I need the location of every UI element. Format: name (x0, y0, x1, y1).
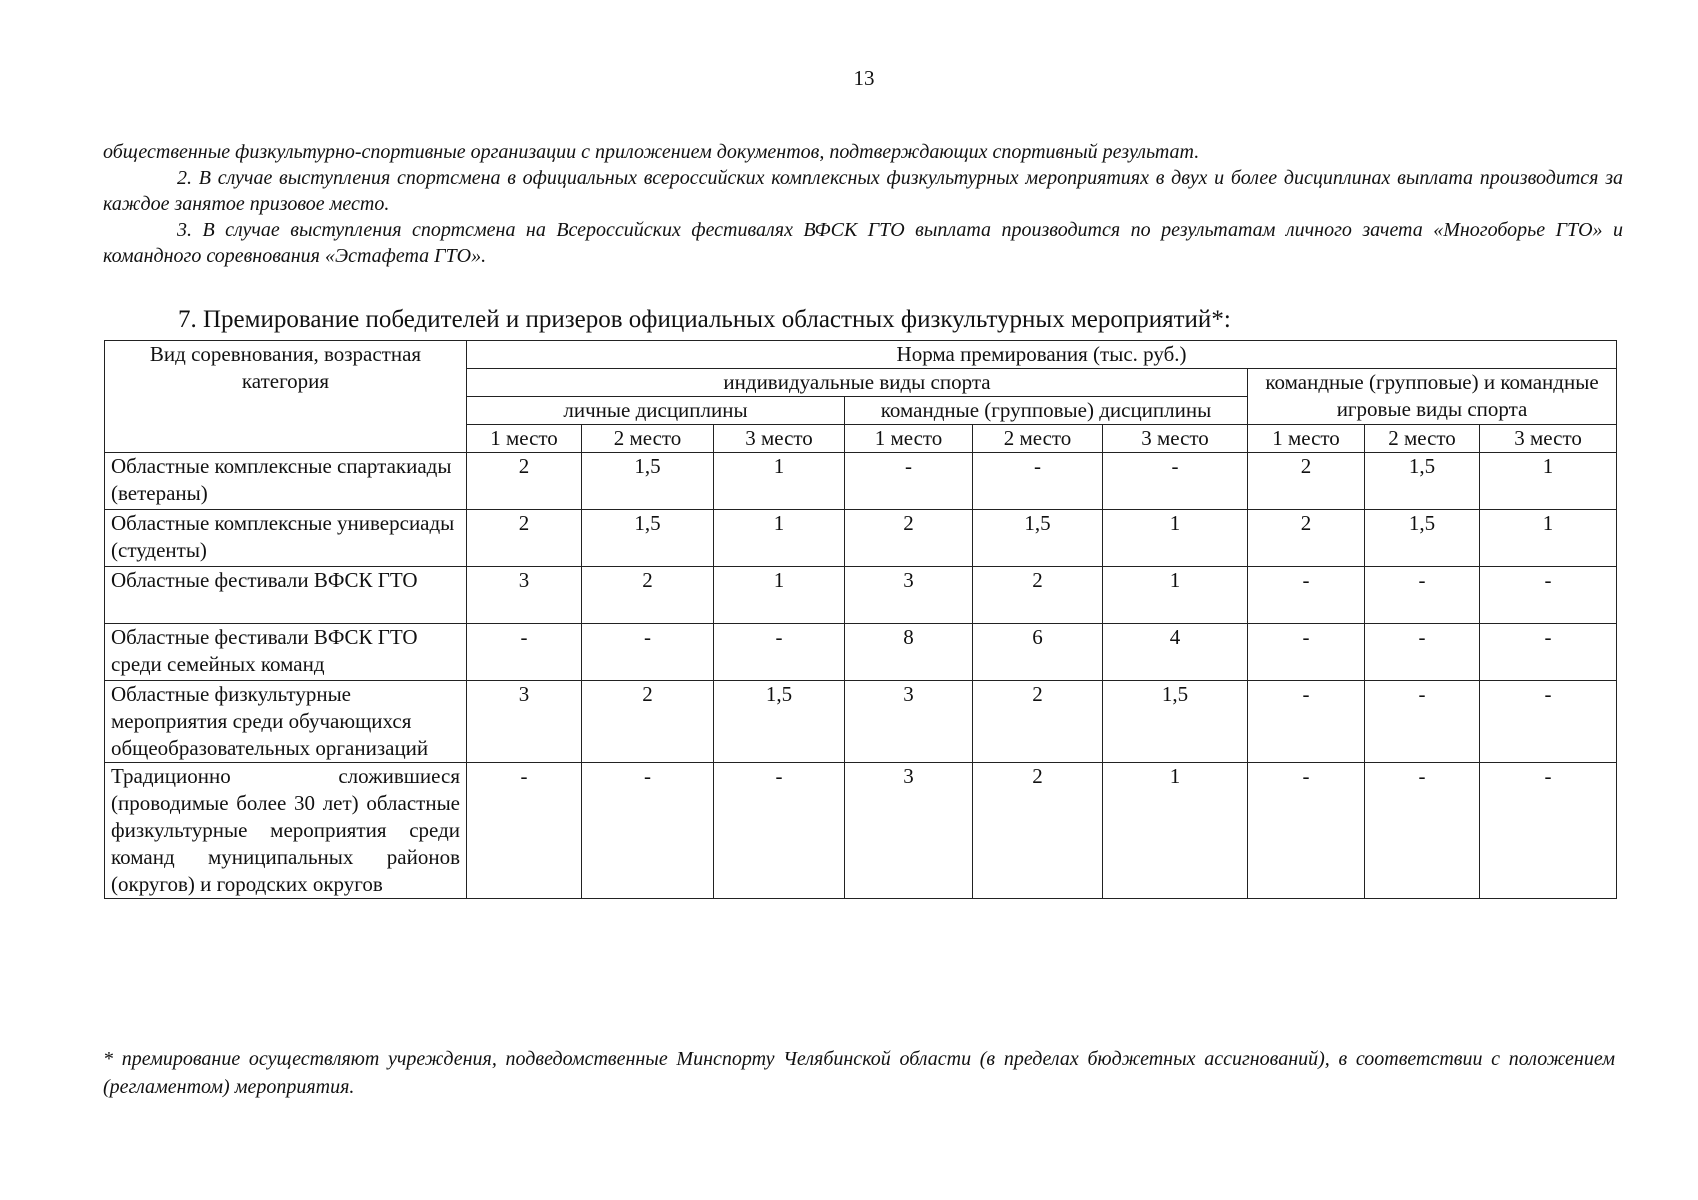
cell-value: 2 (1248, 510, 1365, 567)
header-place: 2 место (973, 425, 1103, 453)
header-place: 3 место (714, 425, 845, 453)
note-2: 2. В случае выступления спортсмена в официальных всероссийских комплексных физкультурных мероприятиях в двух и более дисциплинах выплата производится за каждое занятое призовое место. (103, 167, 1623, 215)
table-row (105, 567, 1617, 624)
table-row (105, 453, 1617, 510)
header-place: 3 место (1480, 425, 1617, 453)
cell-value: 1 (714, 510, 845, 567)
cell-value: 6 (973, 624, 1103, 681)
cell-value: - (973, 453, 1103, 510)
cell-value: 2 (973, 681, 1103, 763)
cell-value: - (1248, 763, 1365, 899)
cell-value: - (467, 763, 582, 899)
cell-value: - (1480, 624, 1617, 681)
cell-value: - (845, 453, 973, 510)
cell-value: 8 (845, 624, 973, 681)
header-team-disciplines: командные (групповые) дисциплины (845, 397, 1248, 425)
cell-value: 2 (1248, 453, 1365, 510)
row-category: Областные физкультурные мероприятия среди обучающихся общеобразовательных организаций (105, 681, 467, 763)
cell-value: - (1480, 763, 1617, 899)
table-row (105, 510, 1617, 567)
cell-value: 3 (845, 681, 973, 763)
header-team-sports: командные (групповые) и командные игровые виды спорта (1248, 369, 1617, 425)
cell-value: - (1248, 624, 1365, 681)
cell-value: 2 (467, 510, 582, 567)
cell-value: 1 (1103, 567, 1248, 624)
cell-value: - (1480, 567, 1617, 624)
row-category: Областные фестивали ВФСК ГТО среди семейных команд (105, 624, 467, 681)
cell-value: - (714, 763, 845, 899)
cell-value: - (1365, 624, 1480, 681)
table-row (105, 624, 1617, 681)
cell-value: 2 (582, 567, 714, 624)
cell-value: 2 (973, 567, 1103, 624)
cell-value: - (1365, 567, 1480, 624)
table-row (105, 681, 1617, 763)
cell-value: 2 (467, 453, 582, 510)
cell-value: 1,5 (1365, 510, 1480, 567)
header-place: 1 место (845, 425, 973, 453)
row-category: Областные комплексные спартакиады (ветераны) (105, 453, 467, 510)
cell-value: - (1248, 681, 1365, 763)
cell-value: 2 (845, 510, 973, 567)
cell-value: 4 (1103, 624, 1248, 681)
cell-value: - (1103, 453, 1248, 510)
cell-value: - (1248, 567, 1365, 624)
cell-value: 1 (1480, 453, 1617, 510)
row-category: Традиционно сложившиеся (проводимые более 30 лет) областные физкультурные мероприятия среди команд муниципальных районов (округов) и городских округов (105, 763, 467, 899)
note-3: 3. В случае выступления спортсмена на Всероссийских фестивалях ВФСК ГТО выплата производится по результатам личного зачета «Многоборье ГТО» и командного соревнования «Эстафета ГТО». (103, 219, 1623, 267)
cell-value: 3 (467, 567, 582, 624)
cell-value: - (582, 624, 714, 681)
header-individual: индивидуальные виды спорта (467, 369, 1248, 397)
cell-value: 3 (467, 681, 582, 763)
cell-value: 1,5 (1365, 453, 1480, 510)
footnote: * премирование осуществляют учреждения, подведомственные Минспорту Челябинской области (в пределах бюджетных ассигнований), в соответствии с положением (регламентом) мероприятия. (103, 1048, 1615, 1098)
cell-value: 1,5 (1103, 681, 1248, 763)
cell-value: 1,5 (973, 510, 1103, 567)
header-place: 2 место (582, 425, 714, 453)
header-category: Вид соревнования, возрастная категория (105, 341, 467, 453)
cell-value: 2 (973, 763, 1103, 899)
notes-block (103, 139, 1623, 269)
row-category: Областные комплексные универсиады (студенты) (105, 510, 467, 567)
cell-value: 1 (1103, 763, 1248, 899)
header-place: 3 место (1103, 425, 1248, 453)
table-row (105, 763, 1617, 899)
cell-value: 1,5 (714, 681, 845, 763)
cell-value: - (467, 624, 582, 681)
note-continuation: общественные физкультурно-спортивные организации с приложением документов, подтверждающих спортивный результат. (103, 141, 1200, 163)
page-number: 13 (853, 66, 875, 90)
cell-value: - (582, 763, 714, 899)
cell-value: 3 (845, 567, 973, 624)
row-category: Областные фестивали ВФСК ГТО (105, 567, 467, 624)
cell-value: - (1365, 681, 1480, 763)
header-norm: Норма премирования (тыс. руб.) (467, 341, 1617, 369)
header-place: 2 место (1365, 425, 1480, 453)
cell-value: 1 (714, 567, 845, 624)
cell-value: 3 (845, 763, 973, 899)
awards-table (104, 340, 1617, 899)
cell-value: 1 (1103, 510, 1248, 567)
cell-value: 1,5 (582, 510, 714, 567)
cell-value: - (1365, 763, 1480, 899)
cell-value: 1 (1480, 510, 1617, 567)
cell-value: 1,5 (582, 453, 714, 510)
header-place: 1 место (467, 425, 582, 453)
cell-value: 2 (582, 681, 714, 763)
cell-value: 1 (714, 453, 845, 510)
cell-value: - (714, 624, 845, 681)
section-title: 7. Премирование победителей и призеров официальных областных физкультурных мероприятий*: (178, 306, 1231, 333)
header-personal: личные дисциплины (467, 397, 845, 425)
cell-value: - (1480, 681, 1617, 763)
header-place: 1 место (1248, 425, 1365, 453)
